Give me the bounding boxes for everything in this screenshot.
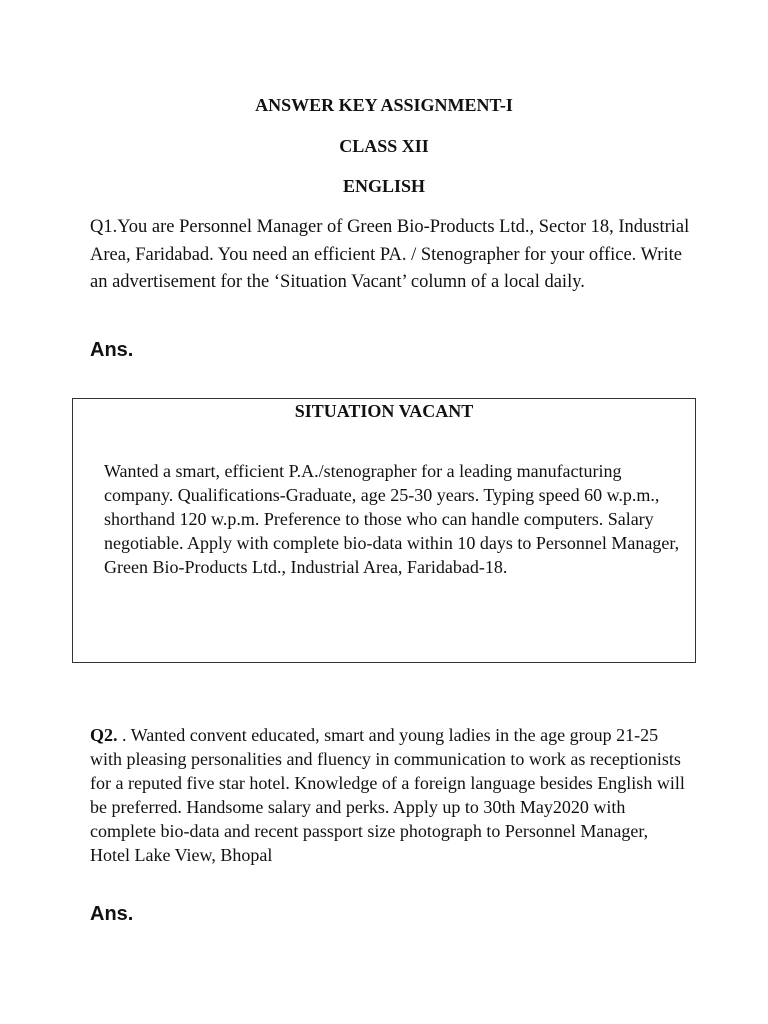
subject-heading: ENGLISH xyxy=(342,176,426,196)
advertisement-box xyxy=(72,398,696,663)
question-2-label: Q2. xyxy=(90,725,118,745)
answer-1-label: Ans. xyxy=(90,339,134,361)
document-title: ANSWER KEY ASSIGNMENT-I xyxy=(255,95,513,115)
question-1-text: Q1.You are Personnel Manager of Green Bio-Products Ltd., Sector 18, Industrial Area, Faridabad. You need an efficient PA. / Stenographer for your office. Write an advertisement for the ‘Situation Vacant’ column of a local daily. xyxy=(90,217,690,292)
class-heading: CLASS XII xyxy=(339,136,429,156)
answer-2-label: Ans. xyxy=(90,903,134,925)
question-2 xyxy=(90,723,690,867)
advertisement-body: Wanted a smart, efficient P.A./stenographer for a leading manufacturing company. Qualifications-Graduate, age 25-30 years. Typing speed 60 w.p.m., shorthand 120 w.p.m. Preference to those who can handle computers. Salary negotiable. Apply with complete bio-data within 10 days to Personnel Manager, Green Bio-Products Ltd., Industrial Area, Faridabad-18. xyxy=(104,461,680,577)
advertisement-title: SITUATION VACANT xyxy=(294,401,474,421)
question-2-text: . Wanted convent educated, smart and young ladies in the age group 21-25 with pleasing personalities and fluency in communication to work as receptionists for a reputed five star hotel. Knowledge of a foreign language besides English will be preferred. Handsome salary and perks. Apply up to 30th May2020 with complete bio-data and recent passport size photograph to Personnel Manager, Hotel Lake View, Bhopal xyxy=(90,725,685,865)
